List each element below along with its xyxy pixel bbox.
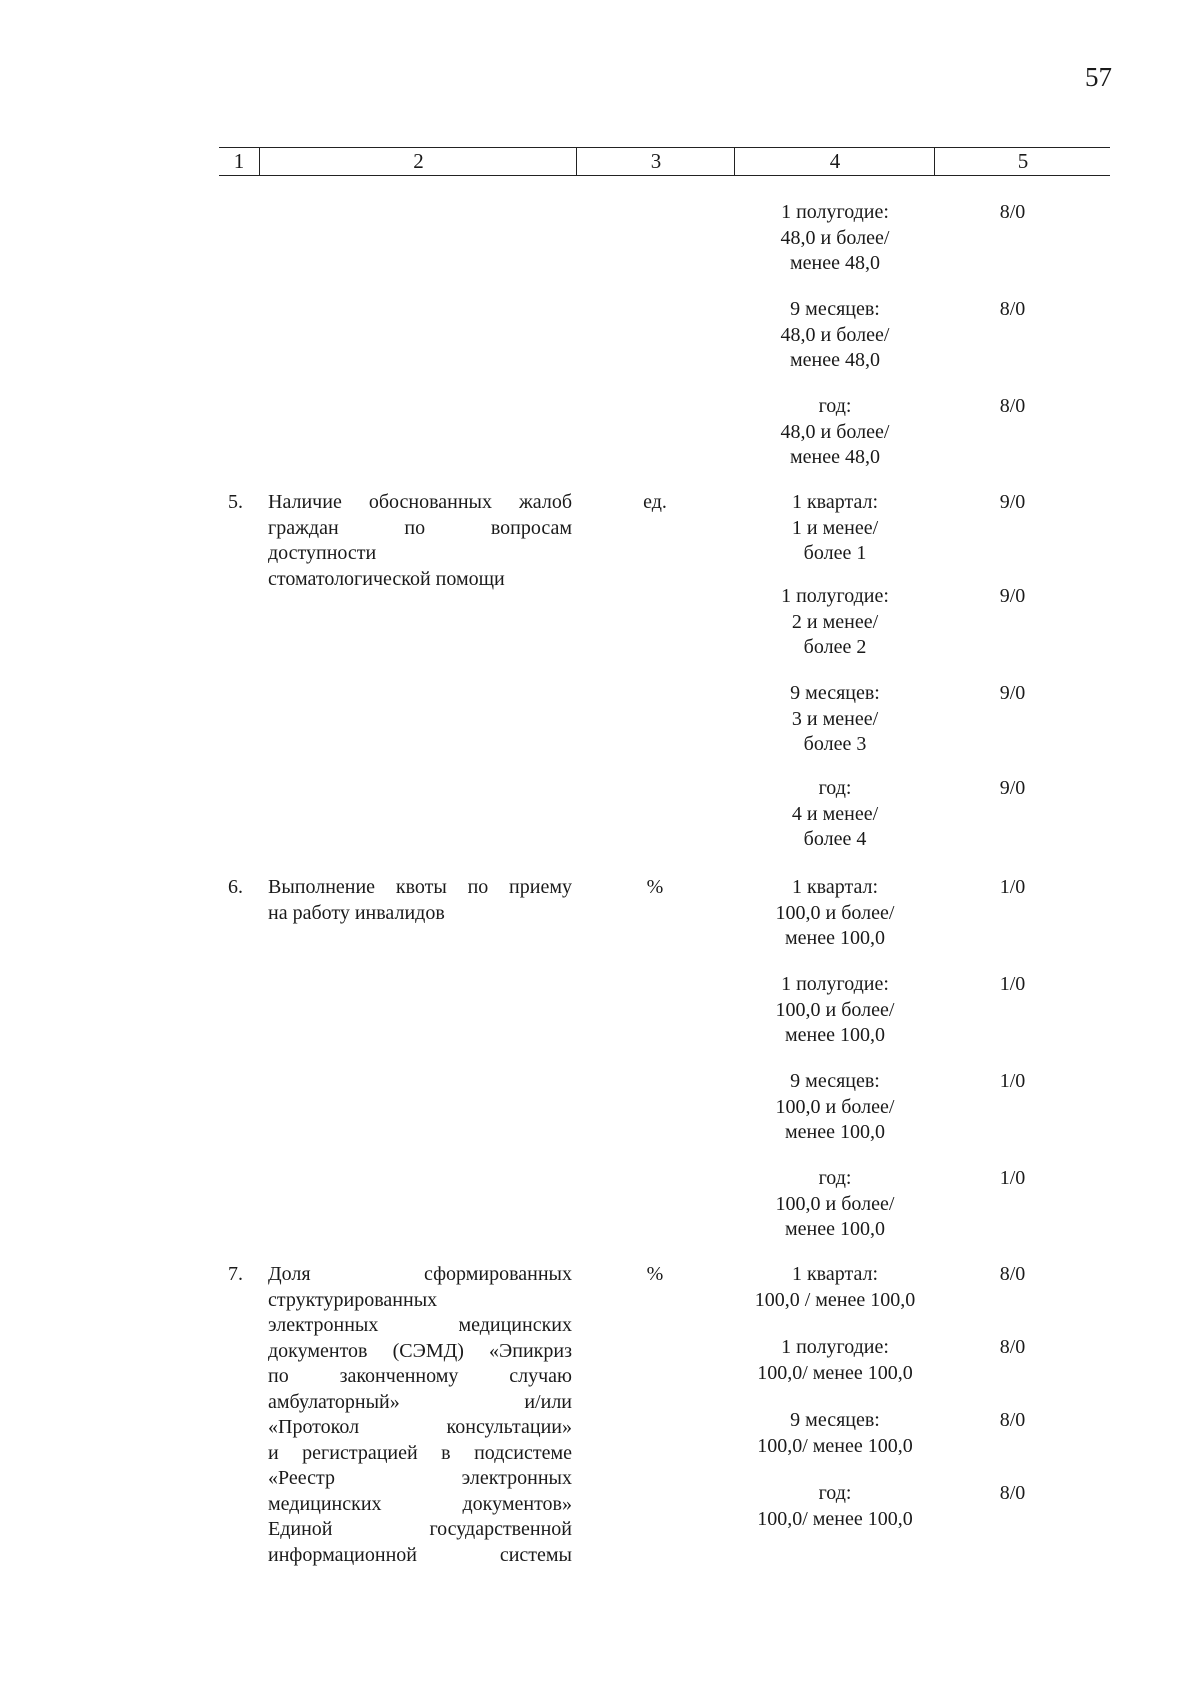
unit-cell: ед. <box>643 491 667 513</box>
score-cell: 9/0 <box>999 777 1026 799</box>
header-col-2: 2 <box>259 148 577 175</box>
criteria-cell: год: 4 и менее/ более 4 <box>791 777 879 850</box>
criteria-cell: 1 квартал: 100,0 и более/ менее 100,0 <box>775 876 895 949</box>
criteria-cell: 9 месяцев: 48,0 и более/ менее 48,0 <box>780 298 890 371</box>
indicator-name: Выполнение квоты по приему на работу инвалидов <box>268 876 572 924</box>
score-cell: 8/0 <box>999 201 1026 223</box>
row-number: 7. <box>228 1263 243 1285</box>
unit-cell: % <box>646 876 664 898</box>
criteria-cell: 1 полугодие: 2 и менее/ более 2 <box>781 585 889 658</box>
criteria-cell: 1 полугодие: 100,0/ менее 100,0 <box>757 1336 913 1384</box>
score-cell: 9/0 <box>999 682 1026 704</box>
score-cell: 1/0 <box>999 1167 1026 1189</box>
indicator-name: Доля сформированных структурированных электронных медицинских документов (СЭМД) «Эпикриз по законченному случаю амбулаторный» и/или «Протокол консультации» и регистрацией в подсистеме «Реестр электронных медицинских документов» Единой государственной информационной системы <box>268 1263 572 1566</box>
header-col-4: 4 <box>734 148 935 175</box>
indicator-name: Наличие обоснованных жалоб граждан по вопросам доступности стоматологической помощи <box>268 491 572 590</box>
header-col-5: 5 <box>934 148 1111 175</box>
criteria-cell: год: 100,0 и более/ менее 100,0 <box>775 1167 895 1240</box>
criteria-cell: 1 полугодие: 48,0 и более/ менее 48,0 <box>780 201 890 274</box>
unit-cell: % <box>646 1263 664 1285</box>
score-cell: 9/0 <box>999 491 1026 513</box>
criteria-cell: 9 месяцев: 3 и менее/ более 3 <box>790 682 880 755</box>
criteria-cell: 1 квартал: 1 и менее/ более 1 <box>791 491 879 564</box>
criteria-cell: 9 месяцев: 100,0 и более/ менее 100,0 <box>775 1070 895 1143</box>
score-cell: 1/0 <box>999 973 1026 995</box>
score-cell: 1/0 <box>999 1070 1026 1092</box>
header-col-1: 1 <box>233 149 245 173</box>
score-cell: 8/0 <box>999 395 1026 417</box>
header-col-3: 3 <box>576 148 735 175</box>
row-number: 6. <box>228 876 243 898</box>
score-cell: 8/0 <box>999 298 1026 320</box>
criteria-cell: 1 полугодие: 100,0 и более/ менее 100,0 <box>775 973 895 1046</box>
criteria-cell: 9 месяцев: 100,0/ менее 100,0 <box>757 1409 913 1457</box>
score-cell: 8/0 <box>999 1409 1026 1431</box>
score-cell: 1/0 <box>999 876 1026 898</box>
criteria-cell: 1 квартал: 100,0 / менее 100,0 <box>754 1263 916 1311</box>
row-number: 5. <box>228 491 243 513</box>
score-cell: 8/0 <box>999 1263 1026 1285</box>
criteria-cell: год: 100,0/ менее 100,0 <box>757 1482 913 1530</box>
page-number: 57 <box>1085 62 1112 92</box>
criteria-cell: год: 48,0 и более/ менее 48,0 <box>780 395 890 468</box>
score-cell: 9/0 <box>999 585 1026 607</box>
table-header <box>219 147 1110 176</box>
score-cell: 8/0 <box>999 1482 1026 1504</box>
score-cell: 8/0 <box>999 1336 1026 1358</box>
